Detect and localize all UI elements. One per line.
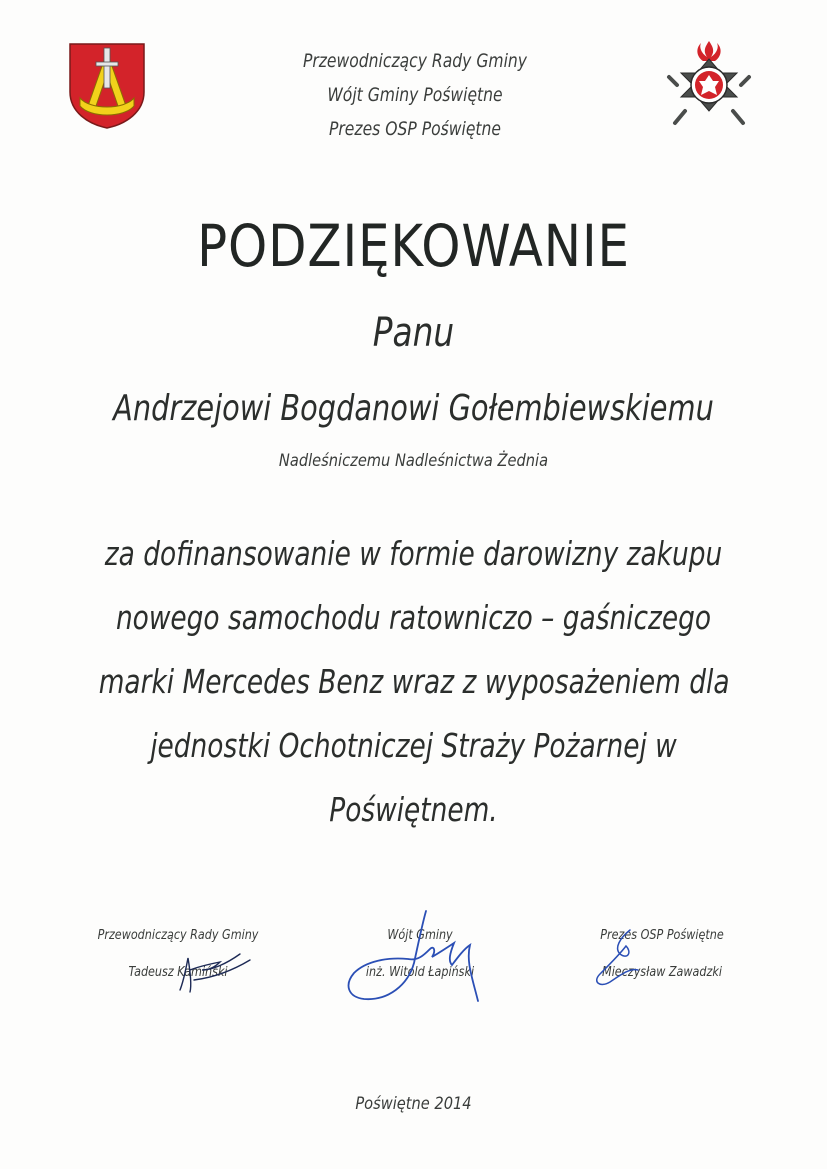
header-line-council-chair: Przewodniczący Rady Gminy [302,50,528,72]
header-line-osp-president: Prezes OSP Poświętne [329,118,501,140]
place-date: Poświętne 2014 [355,1094,472,1114]
recipient-name: Andrzejowi Bogdanowi Gołembiewskiemu [113,388,714,429]
handwritten-signature-middle [338,905,498,1015]
thanks-body [20,522,807,842]
handwritten-signature-left [150,940,260,1000]
body-line: Poświętnem. [329,790,498,829]
signature-person: Mieczysław Zawadzki [602,965,722,980]
signature-role: Prezes OSP Poświętne [600,928,724,943]
signature-person: inż. Witold Łapiński [365,965,475,980]
salutation: Panu [372,310,455,356]
signature-role: Wójt Gminy [387,928,453,943]
body-line: nowego samochodu ratowniczo – gaśniczego [115,598,712,637]
body-line: marki Mercedes Benz wraz z wyposażeniem dla [98,662,730,701]
signature-role: Przewodniczący Rady Gminy [97,928,259,943]
fire-brigade-emblem-icon [665,37,753,133]
body-line: jednostki Ochotniczej Straży Pożarnej w [150,726,677,765]
handwritten-signature-right [580,924,660,994]
header-line-mayor: Wójt Gminy Poświętne [327,84,503,106]
signature-person: Tadeusz Kamiński [128,965,228,980]
issuer-header [220,44,610,146]
recipient-position: Nadleśniczemu Nadleśnictwa Żednia [278,451,549,471]
body-line: za dofinansowanie w formie darowizny zakupu [104,534,723,573]
municipal-coat-of-arms-icon [66,40,148,130]
document-title: PODZIĘKOWANIE [197,212,630,280]
